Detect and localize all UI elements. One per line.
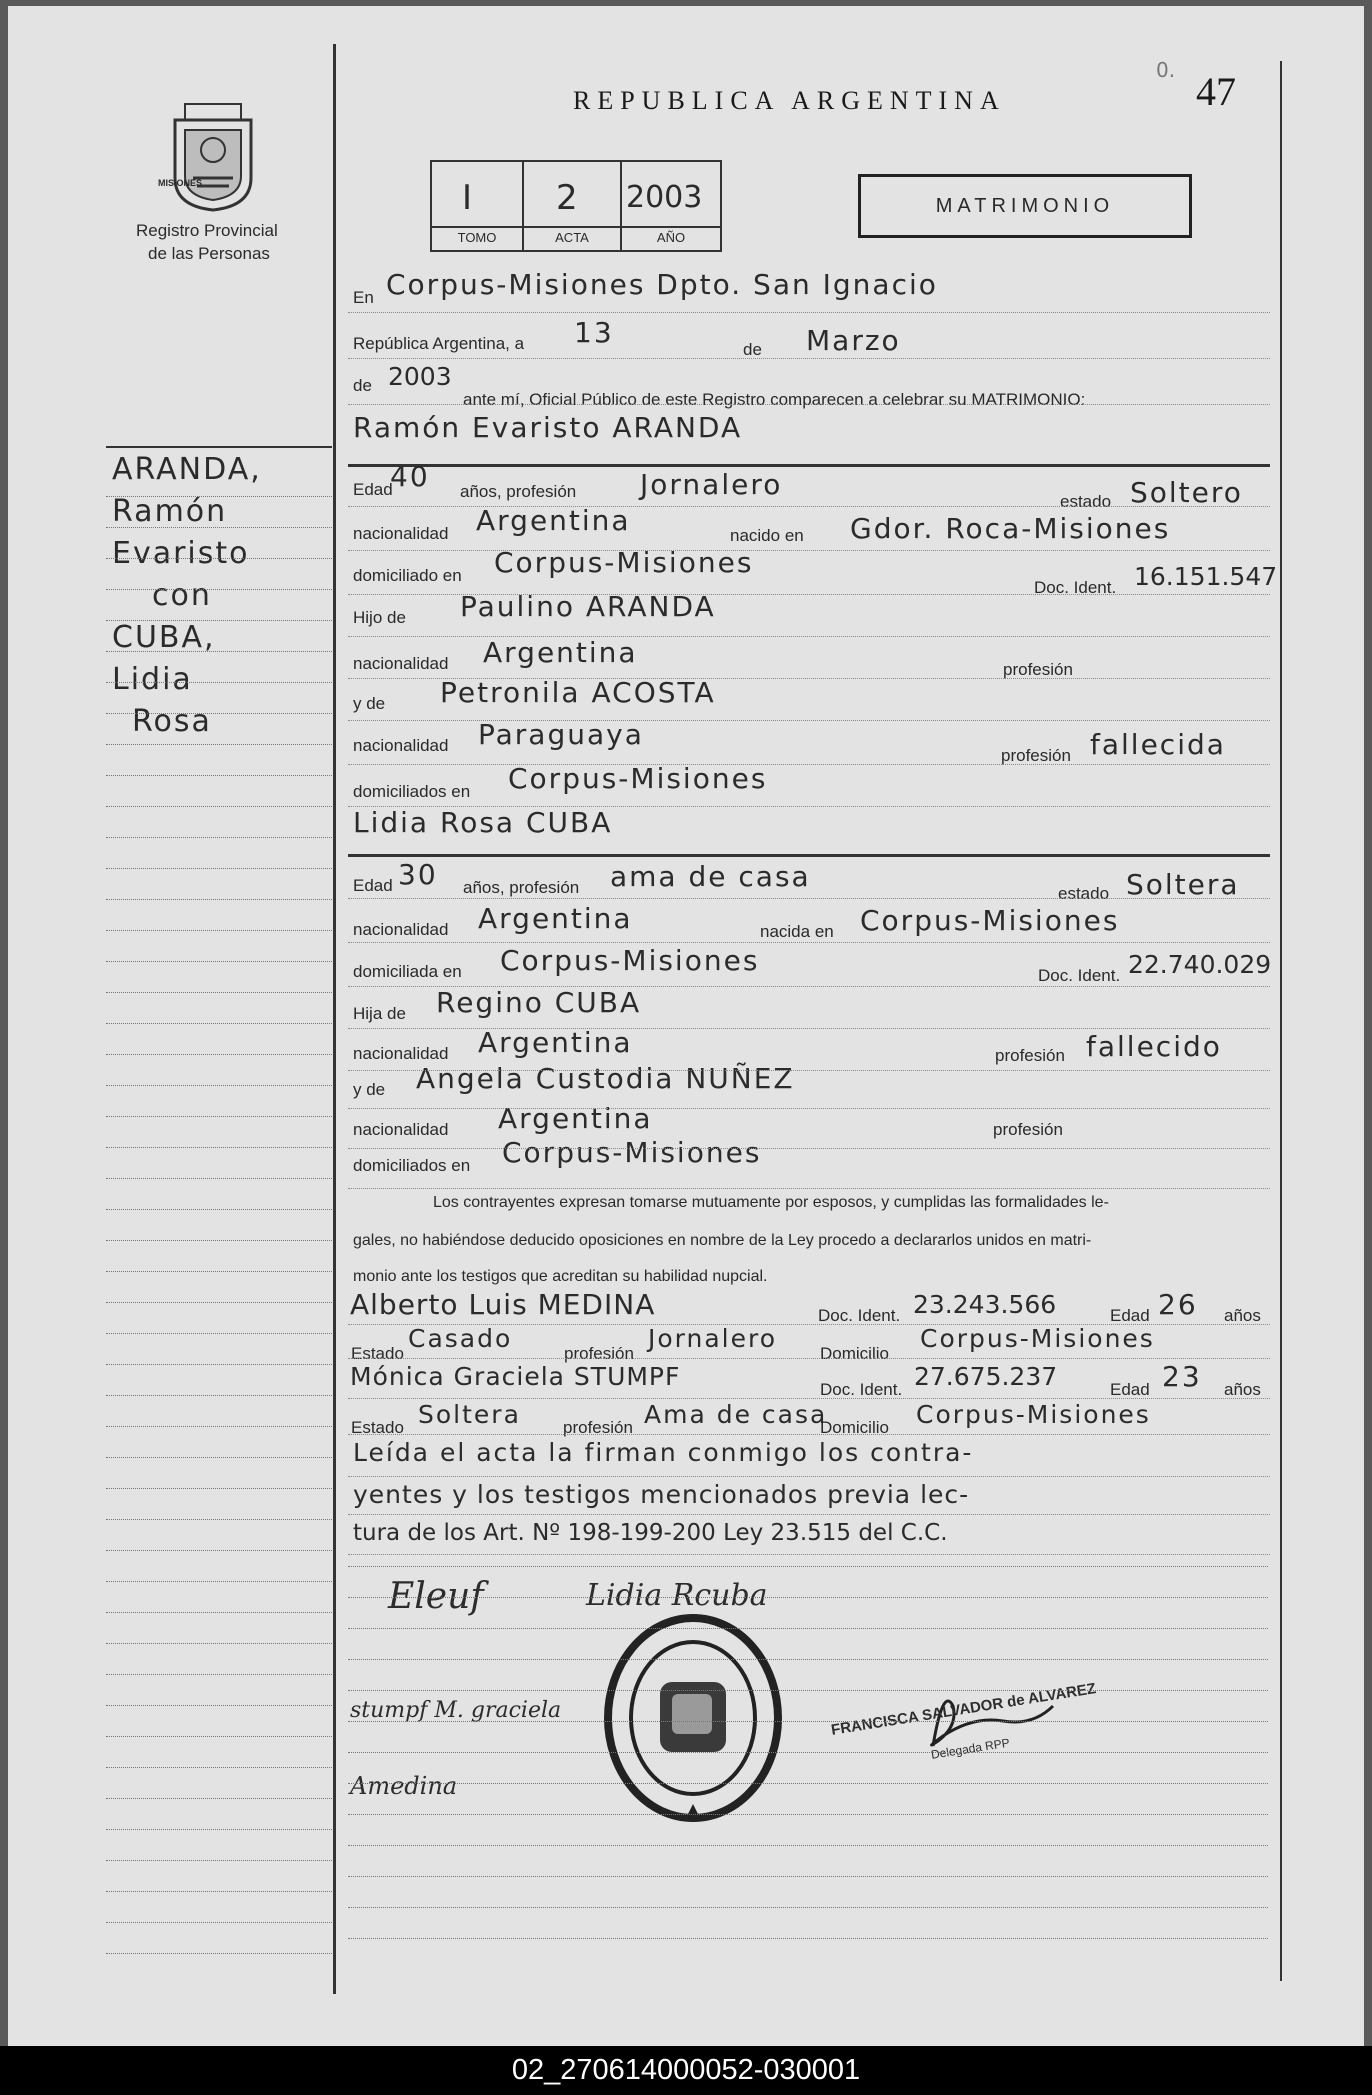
bride-domicile: Corpus-Misiones <box>500 944 760 977</box>
margin-ruled-line <box>106 496 332 497</box>
page-title: REPUBLICA ARGENTINA <box>573 86 1006 115</box>
witness-2-signature: Amedina <box>350 1772 458 1800</box>
margin-ruled-line <box>106 1829 332 1830</box>
bride-father: Regino CUBA <box>436 986 642 1019</box>
margin-ruled-line <box>106 1147 332 1148</box>
body-ruled-line <box>348 1566 1268 1567</box>
margin-ruled-line <box>106 558 332 559</box>
bride-civil-status: Soltera <box>1126 868 1240 901</box>
groom-birthplace: Gdor. Roca-Misiones <box>850 512 1171 545</box>
witness-2-estado-label: Estado <box>351 1418 404 1437</box>
bride-name: Lidia Rosa CUBA <box>353 806 613 839</box>
groom-mother-nac-label: nacionalidad <box>353 736 449 755</box>
margin-ruled-line <box>106 1767 332 1768</box>
margin-ruled-line <box>106 1922 332 1923</box>
body-ruled-line <box>348 1690 1268 1691</box>
bride-mother: Angela Custodia NUÑEZ <box>416 1062 795 1095</box>
margin-ruled-line <box>106 1023 332 1024</box>
groom-father-nationality: Argentina <box>483 636 638 669</box>
groom-mother-profession: fallecida <box>1090 728 1226 761</box>
margin-ruled-line <box>106 1085 332 1086</box>
witness-2-doc-label: Doc. Ident. <box>820 1380 903 1399</box>
witness-2-prof-label: profesión <box>563 1418 633 1437</box>
witness-1-anos-label: años <box>1224 1306 1261 1325</box>
page-number: 47 <box>1196 69 1236 114</box>
groom-anos-label: años, profesión <box>460 482 577 501</box>
witness-1-doc-label: Doc. Ident. <box>818 1306 901 1325</box>
body-ruled-line <box>348 1721 1268 1722</box>
official-stamp-icon <box>598 1608 788 1828</box>
bride-father-prof-label: profesión <box>995 1046 1065 1065</box>
witness-1-edad-label: Edad <box>1110 1306 1150 1325</box>
bride-mother-prof-label: profesión <box>993 1120 1063 1139</box>
margin-ruled-line <box>106 1178 332 1179</box>
witness-1-dom-label: Domicilio <box>820 1344 889 1363</box>
body-ruled-line <box>348 1597 1268 1598</box>
margin-note-line: Lidia <box>112 662 193 697</box>
margin-divider <box>333 44 336 1994</box>
margin-ruled-line <box>106 1302 332 1303</box>
field-underline <box>348 550 1270 551</box>
witness-1-civil-status: Casado <box>408 1324 513 1353</box>
field-underline <box>348 1476 1270 1477</box>
margin-ruled-line <box>106 1953 332 1954</box>
bride-nationality: Argentina <box>478 902 633 935</box>
declaration-line-1: Los contrayentes expresan tomarse mutuamente por esposos, y cumplidas las formalidades le- <box>433 1194 1109 1211</box>
official-stamp-role: Delegada RPP <box>930 1735 1011 1762</box>
groom-father-nac-label: nacionalidad <box>353 654 449 673</box>
body-ruled-line <box>348 1845 1268 1846</box>
groom-nationality: Argentina <box>476 504 631 537</box>
margin-ruled-line <box>106 1860 332 1861</box>
margin-ruled-line <box>106 1209 332 1210</box>
margin-ruled-line <box>106 930 332 931</box>
margin-ruled-line <box>106 651 332 652</box>
margin-ruled-line <box>106 682 332 683</box>
bride-mother-nac-label: nacionalidad <box>353 1120 449 1139</box>
document-type-box: MATRIMONIO <box>858 174 1192 238</box>
margin-ruled-line <box>106 1488 332 1489</box>
witness-2-age: 23 <box>1162 1360 1202 1393</box>
field-underline <box>348 358 1270 359</box>
margin-ruled-line <box>106 1333 332 1334</box>
witness-2-anos-label: años <box>1224 1380 1261 1399</box>
margin-ruled-line <box>106 1395 332 1396</box>
seal-text: MISIONES <box>158 178 203 188</box>
groom-signature: Eleuf <box>388 1576 484 1617</box>
declaration-line-2: gales, no habiéndose deducido oposiciones en nombre de la Ley procedo a declararlos unidos en matri- <box>353 1232 1092 1249</box>
groom-civil-status: Soltero <box>1130 476 1243 509</box>
witness-1-age: 26 <box>1158 1288 1198 1321</box>
bride-doc: 22.740.029 <box>1128 950 1272 979</box>
margin-ruled-line <box>106 1612 332 1613</box>
field-underline <box>348 898 1270 899</box>
field-underline <box>348 404 1270 405</box>
page-mark: 0. <box>1156 58 1176 82</box>
marriage-day: 13 <box>574 316 614 349</box>
margin-ruled-line <box>106 1798 332 1799</box>
marriage-year: 2003 <box>388 362 452 391</box>
field-underline <box>348 678 1270 679</box>
margin-ruled-line <box>106 589 332 590</box>
groom-domicile: Corpus-Misiones <box>494 546 754 579</box>
groom-parents-domicile: Corpus-Misiones <box>508 762 768 795</box>
witness-2-doc: 27.675.237 <box>914 1362 1058 1391</box>
margin-note-line: CUBA, <box>112 620 216 655</box>
margin-ruled-line <box>106 1705 332 1706</box>
right-border <box>1280 61 1282 1981</box>
groom-parents-dom-label: domiciliados en <box>353 782 471 801</box>
official-stamp-name: FRANCISCA SALVADOR de ALVAREZ <box>830 1680 1098 1739</box>
bride-anos-label: años, profesión <box>463 878 580 897</box>
certificate-page <box>8 6 1364 2046</box>
bride-hija-label: Hija de <box>353 1004 406 1023</box>
field-underline <box>348 594 1270 595</box>
margin-ruled-line <box>106 1550 332 1551</box>
intro-text: ante mí, Oficial Público de este Registro comparecen a celebrar su MATRIMONIO: <box>463 390 1086 409</box>
field-underline <box>348 1188 1270 1189</box>
bride-dom-label: domiciliada en <box>353 962 462 981</box>
witness-1-name: Alberto Luis MEDINA <box>350 1288 656 1321</box>
bride-mother-nationality: Argentina <box>498 1102 653 1135</box>
groom-dom-label: domiciliado en <box>353 566 462 585</box>
margin-ruled-line <box>106 1519 332 1520</box>
body-ruled-line <box>348 1752 1268 1753</box>
bride-yde-label: y de <box>353 1080 386 1099</box>
field-underline <box>348 1358 1270 1359</box>
field-underline <box>348 1028 1270 1029</box>
groom-yde-label: y de <box>353 694 386 713</box>
bride-estado-label: estado <box>1058 884 1110 903</box>
bride-doc-label: Doc. Ident. <box>1038 966 1121 985</box>
body-ruled-line <box>348 1938 1268 1939</box>
margin-note-line: Evaristo <box>112 536 250 571</box>
field-underline <box>348 764 1270 765</box>
margin-note-line: ARANDA, <box>112 452 262 487</box>
margin-ruled-line <box>106 837 332 838</box>
closing-line-1: Leída el acta la firman conmigo los contra- <box>353 1438 974 1467</box>
groom-nac-label: nacionalidad <box>353 524 449 543</box>
margin-ruled-line <box>106 1736 332 1737</box>
de-label: de <box>743 340 762 359</box>
witness-2-dom-label: Domicilio <box>820 1418 889 1437</box>
tomo-label: TOMO <box>432 226 522 245</box>
record-box <box>430 160 722 252</box>
field-underline <box>348 636 1270 637</box>
body-ruled-line <box>348 1876 1268 1877</box>
marriage-place: Corpus-Misiones Dpto. San Ignacio <box>386 268 938 301</box>
bride-signature: Lidia Rcuba <box>586 1578 768 1613</box>
margin-ruled-line <box>106 775 332 776</box>
field-underline <box>348 506 1270 507</box>
margin-ruled-line <box>106 1271 332 1272</box>
margin-ruled-line <box>106 899 332 900</box>
margin-ruled-line <box>106 868 332 869</box>
bride-nac-label: nacionalidad <box>353 920 449 939</box>
anio-value: 2003 <box>626 180 703 215</box>
groom-nacido-label: nacido en <box>730 526 804 545</box>
margin-ruled-line <box>106 1054 332 1055</box>
groom-mother-nationality: Paraguaya <box>478 718 644 751</box>
document-id-footer: 02_270614000052-030001 <box>0 2046 1372 2095</box>
anio-label: AÑO <box>622 226 720 245</box>
margin-ruled-line <box>106 1240 332 1241</box>
witness-2-civil-status: Soltera <box>418 1400 521 1429</box>
field-underline <box>348 1398 1270 1399</box>
bride-edad-label: Edad <box>353 876 393 895</box>
field-underline <box>348 1070 1270 1071</box>
witness-2-profession: Ama de casa <box>644 1400 828 1429</box>
bride-rule <box>348 854 1270 857</box>
margin-ruled-line <box>106 1674 332 1675</box>
field-underline <box>348 1514 1270 1515</box>
field-underline <box>348 1434 1270 1435</box>
witness-1-doc: 23.243.566 <box>913 1290 1057 1319</box>
year-prefix: de <box>353 376 372 395</box>
field-underline <box>348 806 1270 807</box>
acta-value: 2 <box>556 178 580 218</box>
margin-ruled-line <box>106 744 332 745</box>
witness-signature: stumpf M. graciela <box>350 1698 562 1723</box>
field-underline <box>348 312 1270 313</box>
margin-ruled-line <box>106 1426 332 1427</box>
body-ruled-line <box>348 1783 1268 1784</box>
field-underline <box>348 1324 1270 1325</box>
margin-ruled-line <box>106 1364 332 1365</box>
field-underline <box>348 1554 1270 1555</box>
groom-doc: 16.151.547 <box>1134 562 1278 591</box>
margin-ruled-line <box>106 992 332 993</box>
bride-profession: ama de casa <box>610 860 811 893</box>
field-underline <box>348 1148 1270 1149</box>
bride-birthplace: Corpus-Misiones <box>860 904 1120 937</box>
margin-ruled-line <box>106 961 332 962</box>
bride-father-nationality: Argentina <box>478 1026 633 1059</box>
closing-line-3: tura de los Art. Nº 198-199-200 Ley 23.515 del C.C. <box>353 1520 948 1546</box>
groom-profession: Jornalero <box>640 468 783 501</box>
body-ruled-line <box>348 1628 1268 1629</box>
margin-ruled-line <box>106 806 332 807</box>
bride-father-nac-label: nacionalidad <box>353 1044 449 1063</box>
bride-father-profession: fallecido <box>1086 1030 1222 1063</box>
field-underline <box>348 720 1270 721</box>
bride-parents-dom-label: domiciliados en <box>353 1156 471 1175</box>
groom-mother: Petronila ACOSTA <box>440 676 716 709</box>
margin-ruled-line <box>106 1891 332 1892</box>
groom-name: Ramón Evaristo ARANDA <box>353 411 743 444</box>
margin-ruled-line <box>106 1643 332 1644</box>
en-label: En <box>353 288 374 307</box>
field-underline <box>348 942 1270 943</box>
bride-parents-domicile: Corpus-Misiones <box>502 1136 762 1169</box>
groom-father-prof-label: profesión <box>1003 660 1073 679</box>
margin-ruled-line <box>106 527 332 528</box>
margin-ruled-line <box>106 1457 332 1458</box>
margin-ruled-line <box>106 713 332 714</box>
margin-note-line: Rosa <box>132 704 212 739</box>
field-underline <box>348 986 1270 987</box>
closing-line-2: yentes y los testigos mencionados previa lec- <box>353 1480 970 1509</box>
groom-age: 40 <box>390 460 430 493</box>
margin-note-line: Ramón <box>112 494 228 529</box>
tomo-value: I <box>462 178 475 218</box>
groom-hijo-label: Hijo de <box>353 608 406 627</box>
groom-doc-label: Doc. Ident. <box>1034 578 1117 597</box>
witness-1-domicile: Corpus-Misiones <box>920 1324 1155 1353</box>
witness-1-profession: Jornalero <box>648 1324 778 1353</box>
groom-father: Paulino ARANDA <box>460 590 716 623</box>
misiones-seal-icon <box>163 98 263 213</box>
margin-ruled-line <box>106 1116 332 1117</box>
registry-line-2: de las Personas <box>148 244 270 263</box>
acta-label: ACTA <box>524 226 620 245</box>
bride-nacida-label: nacida en <box>760 922 834 941</box>
groom-rule <box>348 464 1270 467</box>
groom-edad-label: Edad <box>353 480 393 499</box>
field-underline <box>348 1108 1270 1109</box>
witness-1-estado-label: Estado <box>351 1344 404 1363</box>
witness-2-domicile: Corpus-Misiones <box>916 1400 1151 1429</box>
witness-2-edad-label: Edad <box>1110 1380 1150 1399</box>
body-ruled-line <box>348 1659 1268 1660</box>
groom-mother-prof-label: profesión <box>1001 746 1071 765</box>
registry-line-1: Registro Provincial <box>136 221 278 240</box>
witness-1-prof-label: profesión <box>564 1344 634 1363</box>
body-ruled-line <box>348 1814 1268 1815</box>
body-ruled-line <box>348 1907 1268 1908</box>
republica-label: República Argentina, a <box>353 334 525 353</box>
margin-note-line: con <box>152 578 212 613</box>
marriage-month: Marzo <box>806 324 901 357</box>
margin-ruled-line <box>106 1581 332 1582</box>
margin-ruled-line <box>106 620 332 621</box>
margin-rule <box>106 446 332 448</box>
witness-2-name: Mónica Graciela STUMPF <box>350 1362 681 1391</box>
groom-estado-label: estado <box>1060 492 1112 511</box>
bride-age: 30 <box>398 858 438 891</box>
declaration-line-3: monio ante los testigos que acreditan su habilidad nupcial. <box>353 1268 768 1285</box>
